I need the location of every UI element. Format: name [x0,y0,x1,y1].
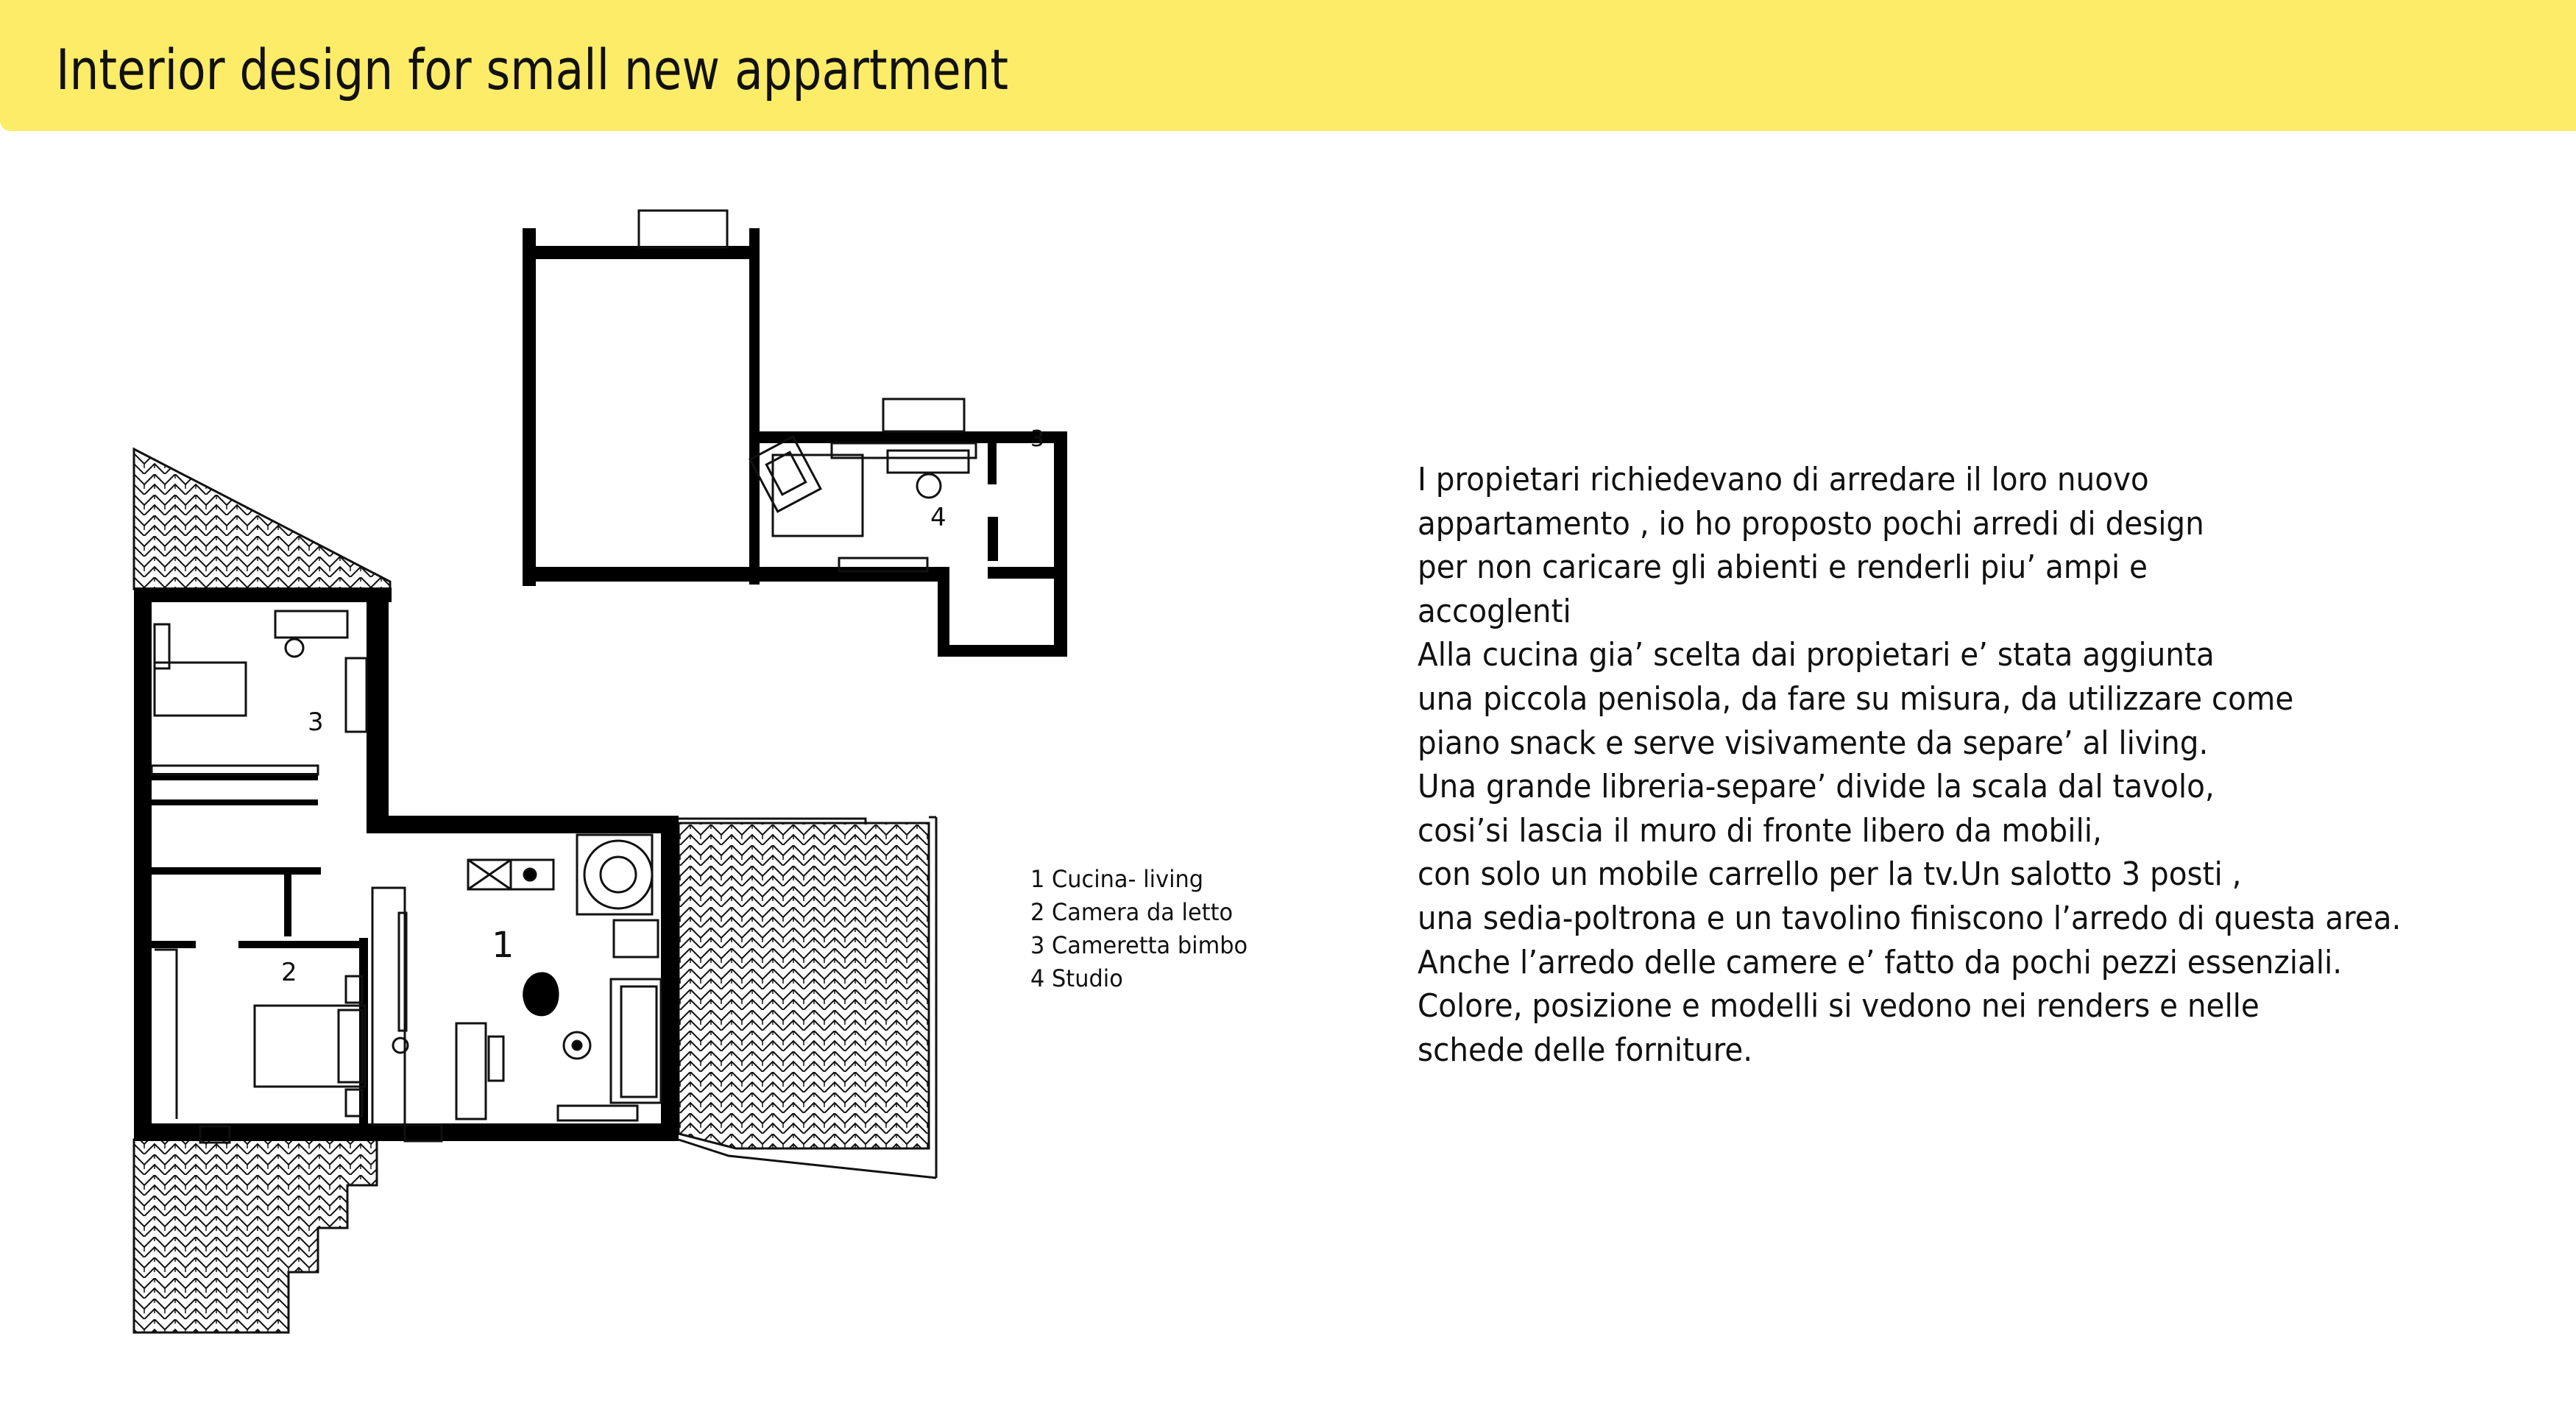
room-number-1: 1 [492,925,514,966]
room-number-2: 2 [281,958,297,987]
description-line: Alla cucina gia’ scelta dai propietari e’ stata aggiunta [1418,636,2215,674]
description-line: appartamento , io ho proposto pochi arredi di design [1418,504,2204,543]
description-line: una piccola penisola, da fare su misura, da utilizzare come [1418,679,2294,718]
ground-floor-furniture [152,611,661,1143]
legend-item-1: 1 Cucina- living [1030,865,1204,893]
description-line: una sedia-poltrona e un tavolino finiscono l’arredo di questa area. [1418,899,2402,937]
description-line: schede delle forniture. [1418,1031,1753,1069]
legend-item-2: 2 Camera da letto [1030,898,1234,926]
description-line: cosi’si lascia il muro di fronte libero da mobili, [1418,811,2102,850]
legend-item-4: 4 Studio [1030,964,1123,992]
description-line: per non caricare gli abienti e renderli piu’ ampi e [1418,548,2148,587]
hatched-terrace-top-left [134,449,390,589]
project-description [1418,458,2401,1072]
hatched-balcony-right [679,823,929,1148]
legend-item-3: 3 Cameretta bimbo [1030,931,1248,959]
hatched-terrace-bottom-left [134,1140,377,1332]
description-line: I propietari richiedevano di arredare il loro nuovo [1418,461,2149,498]
room-number-3-upper: 3 [1030,426,1045,452]
room-number-4: 4 [930,503,946,532]
description-line: piano snack e serve visivamente da separe’ al living. [1418,724,2209,762]
room-legend [1030,863,1248,995]
description-line: Anche l’arredo delle camere e’ fatto da pochi pezzi essenziali. [1418,943,2343,981]
upper-floor-furniture [639,211,976,571]
description-line: Colore, posizione e modelli si vedono nei renders e nelle [1418,987,2260,1026]
description-line: accoglenti [1418,592,1571,630]
ground-floor-walls [134,587,679,1141]
page-title: Interior design for small new appartment [56,37,1009,102]
description-line: con solo un mobile carrello per la tv.Un salotto 3 posti , [1418,855,2242,894]
description-line: Una grande libreria-separe’ divide la scala dal tavolo, [1418,768,2215,806]
room-number-3: 3 [308,707,324,737]
armchair-shape [523,972,559,1017]
